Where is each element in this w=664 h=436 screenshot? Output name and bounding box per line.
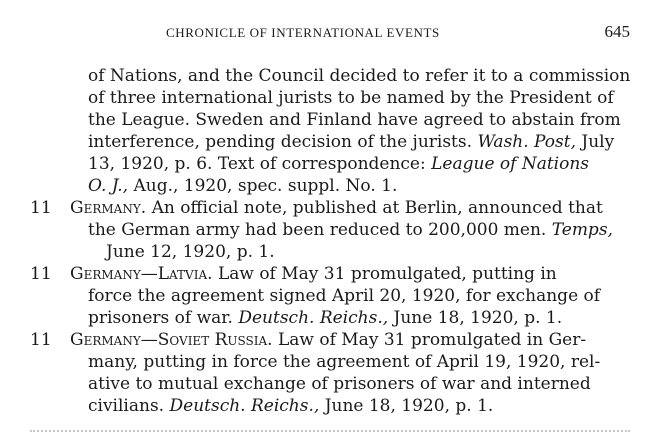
text-span: July [581, 132, 615, 152]
text-span: Aug., 1920, spec. suppl. No. 1. [133, 176, 398, 196]
text-line [70, 198, 603, 218]
text-span: of Nations, and the Council decided to refer it to a commission [88, 66, 631, 86]
text-line [88, 110, 621, 130]
text-line [88, 154, 589, 174]
text-line [88, 352, 600, 372]
text-line [88, 308, 562, 328]
text-line [88, 66, 630, 86]
text-span: June 18, 1920, p. 1. [324, 396, 494, 416]
text-line [88, 132, 614, 152]
source-citation: Temps, [551, 220, 613, 240]
source-citation: Deutsch. Reichs., [169, 396, 320, 416]
text-line [88, 374, 591, 394]
text-line [88, 286, 600, 306]
text-span: interference, pending decision of the jurists. [88, 132, 473, 152]
text-span: of three international jurists to be named by the President of [88, 88, 614, 108]
text-span: June 18, 1920, p. 1. [393, 308, 563, 328]
page-number: 645 [604, 22, 630, 41]
text-span: civilians. [88, 396, 165, 416]
page-edge-divider [30, 430, 630, 434]
text-line [70, 330, 586, 350]
text-span: Law of May 31 promulgated in Ger- [277, 330, 587, 350]
text-span: An official note, published at Berlin, announced that [151, 198, 603, 218]
source-citation: Wash. Post, [477, 132, 576, 152]
entry-date: 11 [30, 330, 52, 350]
text-span: prisoners of war. [88, 308, 233, 328]
text-span: force the agreement signed April 20, 1920, for exchange of [88, 286, 601, 306]
text-line [88, 176, 397, 196]
text-span: ative to mutual exchange of prisoners of war and interned [88, 374, 591, 394]
text-span: the League. Sweden and Finland have agreed to abstain from [88, 110, 621, 130]
text-span: the German army had been reduced to 200,000 men. [88, 220, 547, 240]
text-line [88, 396, 493, 416]
text-line [70, 264, 557, 284]
text-line [106, 242, 275, 262]
entry-date: 11 [30, 264, 52, 284]
text-span: June 12, 1920, p. 1. [106, 242, 275, 262]
text-span: Law of May 31 promulgated, putting in [217, 264, 557, 284]
source-citation: League of Nations [431, 154, 590, 174]
text-line [88, 88, 614, 108]
source-citation: O. J., [88, 176, 129, 196]
entry-date: 11 [30, 198, 52, 218]
text-span: 13, 1920, p. 6. Text of correspondence: [88, 154, 426, 174]
entry-heading: Germany—Soviet Russia. [70, 330, 273, 350]
text-span: many, putting in force the agreement of April 19, 1920, rel- [88, 352, 601, 372]
entry-heading: Germany—Latvia. [70, 264, 213, 284]
running-head [0, 22, 664, 44]
source-citation: Deutsch. Reichs., [238, 308, 389, 328]
running-head-title: CHRONICLE OF INTERNATIONAL EVENTS [166, 25, 440, 40]
text-line [88, 220, 613, 240]
entry-heading: Germany. [70, 198, 147, 218]
